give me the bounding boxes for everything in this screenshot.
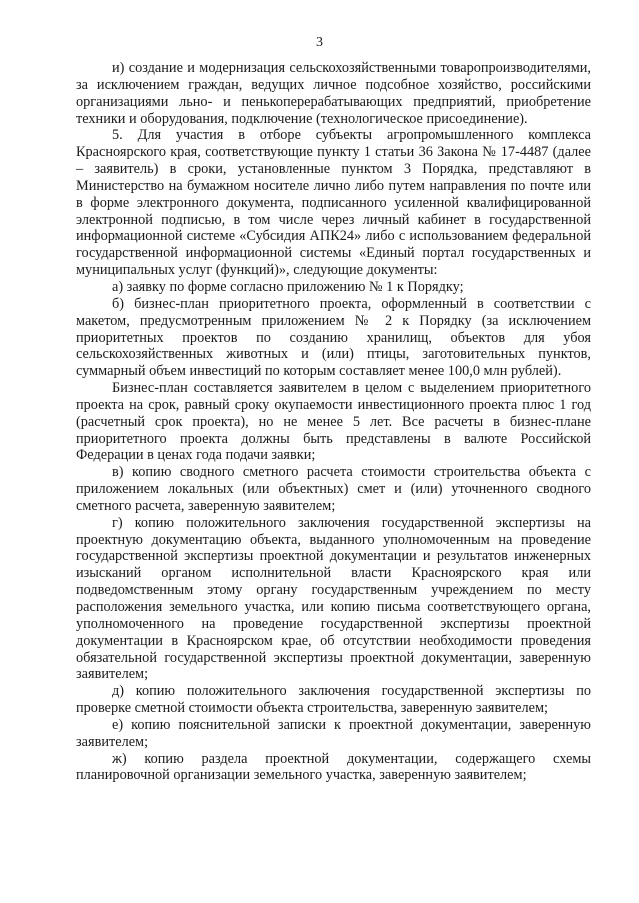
- document-body: [76, 60, 591, 784]
- paragraph-item-a: а) заявку по форме согласно приложению № 1 к Порядку;: [112, 278, 464, 295]
- paragraph-item-i: и) создание и модернизация сельскохозяйственными товаропроизводителями, за исключением граждан, ведущих личное подсобное хозяйство, российскими организациями льно- и пенькоперерабатывающих предприятий, приобретение техники и оборудования, подключение (технологическое присоединение).: [76, 60, 591, 127]
- paragraph-business-plan: Бизнес-план составляется заявителем в целом с выделением приоритетного проекта на срок, равный сроку окупаемости инвестиционного проекта плюс 1 год (расчетный срок проекта), но не менее 5 лет. Все расчеты в бизнес-плане приоритетного проекта должны быть представлены в валюте Российской Федерации в ценах года подачи заявки;: [76, 380, 591, 464]
- page-number: 3: [316, 35, 323, 50]
- paragraph-item-e: е) копию пояснительной записки к проектной документации, заверенную заявителем;: [76, 716, 591, 750]
- paragraph-5: 5. Для участия в отборе субъекты агропромышленного комплекса Красноярского края, соответствующие пункту 1 статьи 36 Закона № 17-4487 (далее – заявитель) в сроки, установленные пунктом 3 Порядка, представляют в Министерство на бумажном носителе лично либо путем направления по почте или в форме электронного документа, подписанного усиленной квалифицированной электронной подписью, в том числе через личный кабинет в государственной информационной системе «Субсидия АПК24» либо с использованием федеральной государственной информационной системы «Единый портал государственных и муниципальных услуг (функций)», следующие документы:: [76, 127, 591, 279]
- paragraph-item-b: б) бизнес-план приоритетного проекта, оформленный в соответствии с макетом, предусмотренным приложением № 2 к Порядку (за исключением приоритетных проектов по созданию хранилищ, объектов для убоя сельскохозяйственных животных и (или) птицы, заготовительных пунктов, суммарный объем инвестиций по которым составляет менее 100,0 млн рублей).: [76, 295, 591, 380]
- paragraph-item-d: д) копию положительного заключения государственной экспертизы по проверке сметной стоимости объекта строительства, заверенную заявителем;: [76, 683, 591, 717]
- paragraph-item-g: г) копию положительного заключения государственной экспертизы на проектную документацию объекта, выданного уполномоченным на проведение государственной экспертизы проектной документации и результатов инженерных изысканий органом исполнительной власти Красноярского края или подведомственным этому органу государственным учреждением по месту расположения земельного участка, или копию письма соответствующего органа, уполномоченного на проведение государственной экспертизы проектной документации в Красноярском крае, об отсутствии необходимости проведения обязательной государственной экспертизы проектной документации, заверенную заявителем;: [76, 514, 591, 683]
- paragraph-item-zh: ж) копию раздела проектной документации, содержащего схемы планировочной организации земельного участка, заверенную заявителем;: [76, 750, 591, 784]
- paragraph-item-v: в) копию сводного сметного расчета стоимости строительства объекта с приложением локальных (или объектных) смет и (или) уточненного сводного сметного расчета, заверенную заявителем;: [76, 464, 591, 514]
